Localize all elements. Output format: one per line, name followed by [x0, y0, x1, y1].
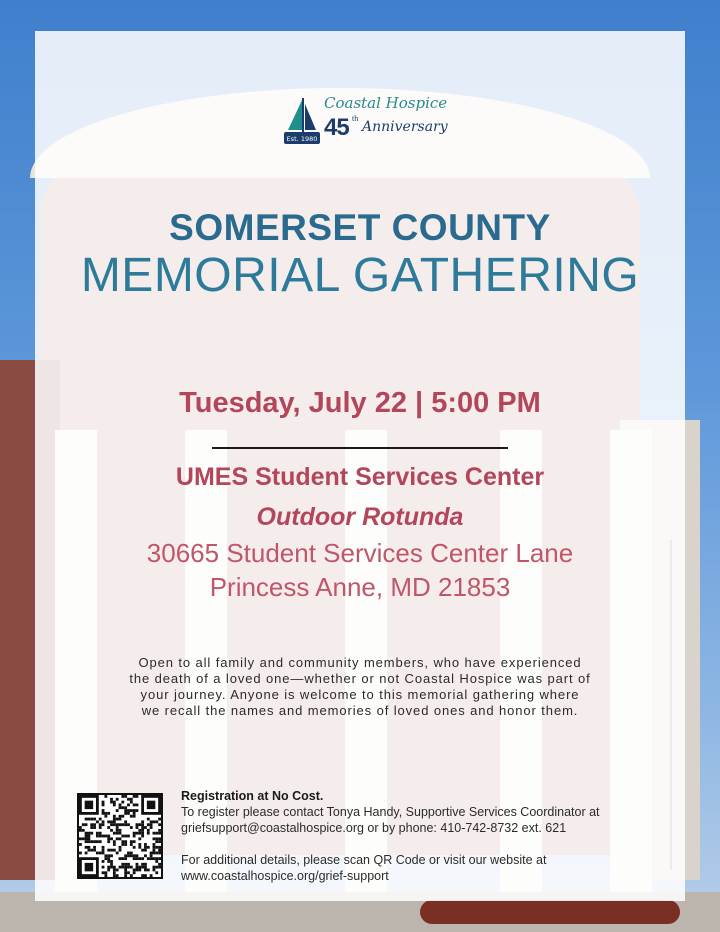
registration-contact[interactable]: griefsupport@coastalhospice.org or by phone: 410-742-8732 ext. 621 [181, 821, 567, 835]
divider [212, 447, 508, 449]
event-description [90, 655, 630, 719]
address-street: 30665 Student Services Center Lane [146, 538, 574, 568]
registration-info [181, 788, 661, 884]
coastal-hospice-logo [282, 94, 448, 150]
event-datetime: Tuesday, July 22 | 5:00 PM [179, 387, 541, 419]
description-line: your journey. Anyone is welcome to this memorial gathering where [140, 687, 580, 702]
venue-location: Outdoor Rotunda [256, 503, 464, 531]
sailboat-icon [282, 96, 322, 146]
logo-ordinal: th [352, 114, 359, 123]
logo-anniversary-number: 45 [324, 114, 349, 141]
description-line: the death of a loved one—whether or not Coastal Hospice was part of [129, 671, 591, 686]
description-line: Open to all family and community members, who have experienced [138, 655, 582, 670]
venue-name: UMES Student Services Center [175, 463, 545, 491]
qr-code[interactable] [77, 793, 163, 879]
registration-heading: Registration at No Cost. [181, 789, 324, 803]
registration-line: To register please contact Tonya Handy, Supportive Services Coordinator at [181, 805, 600, 819]
mulch-bed [420, 900, 680, 924]
address-city: Princess Anne, MD 21853 [209, 572, 511, 602]
title-event: MEMORIAL GATHERING [80, 249, 640, 302]
title-county: SOMERSET COUNTY [169, 207, 551, 248]
description-line: we recall the names and memories of loved ones and honor them. [141, 703, 579, 718]
website-link[interactable]: www.coastalhospice.org/grief-support [181, 869, 389, 883]
logo-name: Coastal Hospice [324, 94, 448, 112]
details-line: For additional details, please scan QR Code or visit our website at [181, 853, 547, 867]
logo-anniversary-label: Anniversary [362, 119, 448, 135]
logo-est: Est. 1980 [286, 135, 318, 143]
